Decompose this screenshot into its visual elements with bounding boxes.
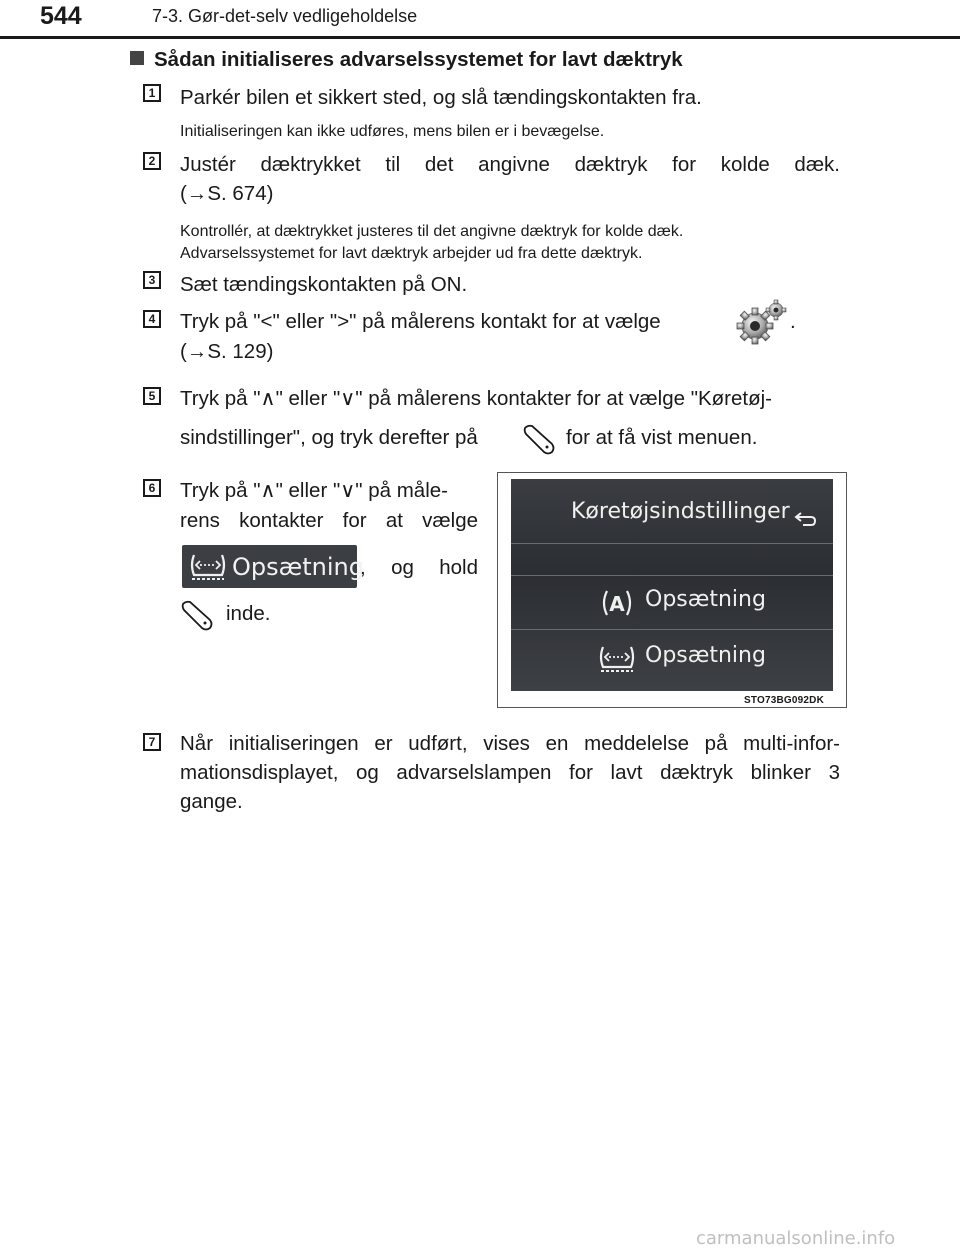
screen-item-auto-setup xyxy=(511,579,833,625)
step-6-text-line2: rens kontakter for at vælge xyxy=(180,509,478,532)
step-6-text-line4: inde. xyxy=(226,602,271,625)
section-title: Sådan initialiseres advarselssystemet for lavt dæktryk xyxy=(130,48,683,72)
step-4-text-period: . xyxy=(790,310,796,333)
step-number-1: 1 xyxy=(143,84,161,102)
step-2-note-line2: Advarselssystemet for lavt dæktryk arbejder ud fra dette dæktryk. xyxy=(180,245,643,262)
footer-watermark-url: carmanualsonline.info xyxy=(696,1228,896,1249)
display-illustration xyxy=(497,472,847,708)
step-4-text-line2: (→S. 129) xyxy=(180,340,274,363)
step-6-text-line3: , og hold xyxy=(360,556,478,579)
page-number: 544 xyxy=(40,2,82,30)
step-1-note: Initialiseringen kan ikke udføres, mens bilen er i bevægelse. xyxy=(180,123,605,140)
display-screen xyxy=(511,479,833,691)
step-number-3: 3 xyxy=(143,271,161,289)
step-number-4: 4 xyxy=(143,310,161,328)
step-number-2: 2 xyxy=(143,152,161,170)
step-5-text-line2: sindstillinger", og tryk derefter på xyxy=(180,426,478,449)
tire-pressure-icon xyxy=(188,551,228,583)
step-2-text-line2: (→S. 674) xyxy=(180,182,274,205)
step-5-text-line1: Tryk på "∧" eller "∨" på målerens kontakter for at vælge "Køretøj- xyxy=(180,387,772,410)
opsaetning-chip-label: Opsætning xyxy=(232,553,364,581)
step-2-text-line1: Justér dæktrykket til det angivne dæktryk for kolde dæk. xyxy=(180,153,840,176)
step-6-text-line1: Tryk på "∧" eller "∨" på måle- xyxy=(180,479,448,502)
step-7-text-line1: Når initialiseringen er udført, vises en meddelelse på multi-infor- xyxy=(180,732,840,755)
step-5-text-line2-end: for at få vist menuen. xyxy=(566,426,758,449)
step-number-5: 5 xyxy=(143,387,161,405)
step-3-text: Sæt tændingskontakten på ON. xyxy=(180,273,468,296)
step-7-text-line2: mationsdisplayet, og advarselslampen for lavt dæktryk blinker 3 xyxy=(180,761,840,784)
auto-a-icon xyxy=(597,587,637,619)
screen-item-tire-setup xyxy=(511,635,833,681)
back-arrow-icon xyxy=(793,509,819,527)
gear-icon xyxy=(733,297,789,347)
square-bullet-icon xyxy=(130,51,144,65)
svg-text:A: A xyxy=(609,592,625,616)
opsaetning-chip xyxy=(182,545,364,588)
chapter-title: 7-3. Gør-det-selv vedligeholdelse xyxy=(152,6,418,26)
step-1-text: Parkér bilen et sikkert sted, og slå tændingskontakten fra. xyxy=(180,86,702,109)
page-header xyxy=(0,0,960,40)
enter-button-icon xyxy=(176,594,220,638)
figure-code: STO73BG092DK xyxy=(744,695,825,706)
enter-button-icon xyxy=(518,418,562,462)
step-4-text-line1: Tryk på "<" eller ">" på målerens kontakt for at vælge xyxy=(180,310,661,333)
screen-divider xyxy=(511,629,833,630)
header-rule xyxy=(0,36,960,39)
screen-divider xyxy=(511,543,833,544)
screen-item-label: Opsætning xyxy=(645,643,766,668)
tire-pressure-icon xyxy=(597,643,637,675)
step-2-note-line1: Kontrollér, at dæktrykket justeres til det angivne dæktryk for kolde dæk. xyxy=(180,223,684,240)
screen-divider xyxy=(511,575,833,576)
step-number-7: 7 xyxy=(143,733,161,751)
step-7-text-line3: gange. xyxy=(180,790,243,813)
screen-title: Køretøjsindstillinger xyxy=(571,499,790,524)
step-number-6: 6 xyxy=(143,479,161,497)
screen-item-label: Opsætning xyxy=(645,587,766,612)
